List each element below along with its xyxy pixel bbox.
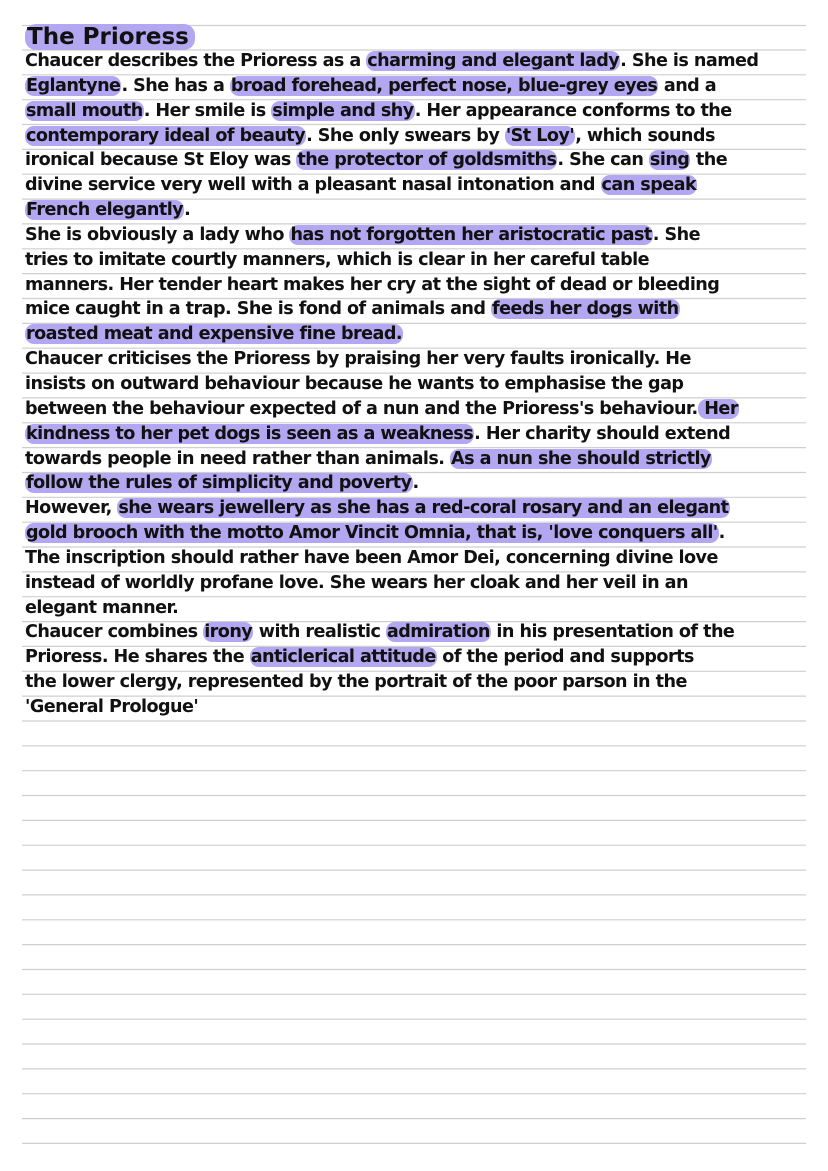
note-line [25,297,825,322]
note-line [25,521,825,546]
highlighted-text: Her [698,398,738,419]
note-line [25,471,825,496]
note-text: . [184,200,191,221]
note-line [25,496,825,521]
highlighted-text: can speak [601,175,697,196]
note-line [25,596,825,621]
highlighted-text: roasted meat and expensive fine bread. [26,324,403,345]
note-text: manners. Her tender heart makes her cry at the sight of dead or bleeding [25,274,720,295]
note-line [25,645,825,670]
note-line [25,124,825,149]
note-line [25,397,825,422]
highlighted-text: simple and shy [272,100,414,121]
highlighted-text: feeds her dogs with [492,299,679,320]
note-text: However, [25,498,118,519]
note-text: in his presentation of the [490,622,735,643]
note-text: between the behaviour expected of a nun and the Prioress's behaviour. [25,398,698,419]
note-line [25,620,825,645]
note-text: and a [658,75,717,96]
note-text: She is obviously a lady who [25,224,290,245]
note-text: . Her charity should extend [474,423,731,444]
note-text: the lower clergy, represented by the portrait of the poor parson in the [25,672,687,693]
highlighted-text: follow the rules of simplicity and poverty [26,473,412,494]
note-text: Chaucer describes the Prioress as a [25,51,367,71]
highlighted-text: she wears jewellery as she has a red-coral rosary and an elegant [118,498,729,519]
note-text: . [412,473,419,494]
note-line [25,198,825,223]
note-line [25,322,825,347]
highlighted-text: contemporary ideal of beauty [26,125,306,146]
note-text: . She [652,224,700,245]
highlighted-text: gold brooch with the motto Amor Vincit Omnia, that is, 'love conquers all' [26,523,718,544]
note-text: . Her smile is [143,100,272,121]
highlighted-text: Eglantyne [26,75,121,96]
note-line [25,148,825,173]
highlighted-text: small mouth [26,100,143,121]
note-text: . Her appearance conforms to the [414,100,732,121]
highlighted-text: French elegantly [26,200,184,221]
note-text: elegant manner. [25,597,179,618]
note-text: . She only swears by [306,125,505,146]
note-text: Chaucer criticises the Prioress by praising her very faults ironically. He [25,349,691,370]
note-text: insists on outward behaviour because he wants to emphasise the gap [25,373,684,394]
note-line [25,372,825,397]
note-line [25,347,825,372]
note-text: . She can [557,150,649,171]
note-text: with realistic [253,622,386,643]
highlighted-text: broad forehead, perfect nose, blue-grey eyes [230,75,658,96]
page-title-text: The Prioress [25,24,195,50]
note-text: divine service very well with a pleasant nasal intonation and [25,175,601,196]
highlighted-text: charming and elegant lady [367,51,620,71]
highlighted-text: As a nun she should strictly [451,448,711,469]
note-line [25,670,825,695]
highlighted-text: 'St Loy' [505,125,575,146]
note-line [25,173,825,198]
note-text: Chaucer combines [25,622,204,643]
note-line [25,49,825,74]
highlighted-text: sing [649,150,690,171]
note-text: of the period and supports [436,647,694,668]
note-text: . [718,523,725,544]
note-text: towards people in need rather than animals. [25,448,450,469]
note-text: . She has a [121,75,230,96]
notes-body [25,49,825,720]
note-text: Prioress. He shares the [25,647,250,668]
note-text: The inscription should rather have been Amor Dei, concerning divine love [25,547,718,568]
note-line [25,99,825,124]
page-title [25,25,825,49]
note-line [25,273,825,298]
note-text: the [690,150,728,171]
highlighted-text: anticlerical attitude [250,647,436,668]
note-line [25,422,825,447]
highlighted-text: kindness to her pet dogs is seen as a weakness [26,423,474,444]
highlighted-text: has not forgotten her aristocratic past [290,224,652,245]
note-text: . She is named [620,51,759,71]
note-line [25,447,825,472]
note-text: tries to imitate courtly manners, which is clear in her careful table [25,249,649,270]
note-text: instead of worldly profane love. She wears her cloak and her veil in an [25,572,688,593]
note-line [25,223,825,248]
highlighted-text: the protector of goldsmiths [297,150,557,171]
note-line [25,695,825,720]
notes-content [25,25,825,720]
note-text: , which sounds [575,125,715,146]
note-text: ironical because St Eloy was [25,150,297,171]
highlighted-text: irony [204,622,253,643]
note-line [25,571,825,596]
note-line [25,546,825,571]
note-line [25,74,825,99]
note-text: 'General Prologue' [25,696,199,717]
highlighted-text: admiration [386,622,490,643]
note-text: mice caught in a trap. She is fond of animals and [25,299,491,320]
note-line [25,248,825,273]
